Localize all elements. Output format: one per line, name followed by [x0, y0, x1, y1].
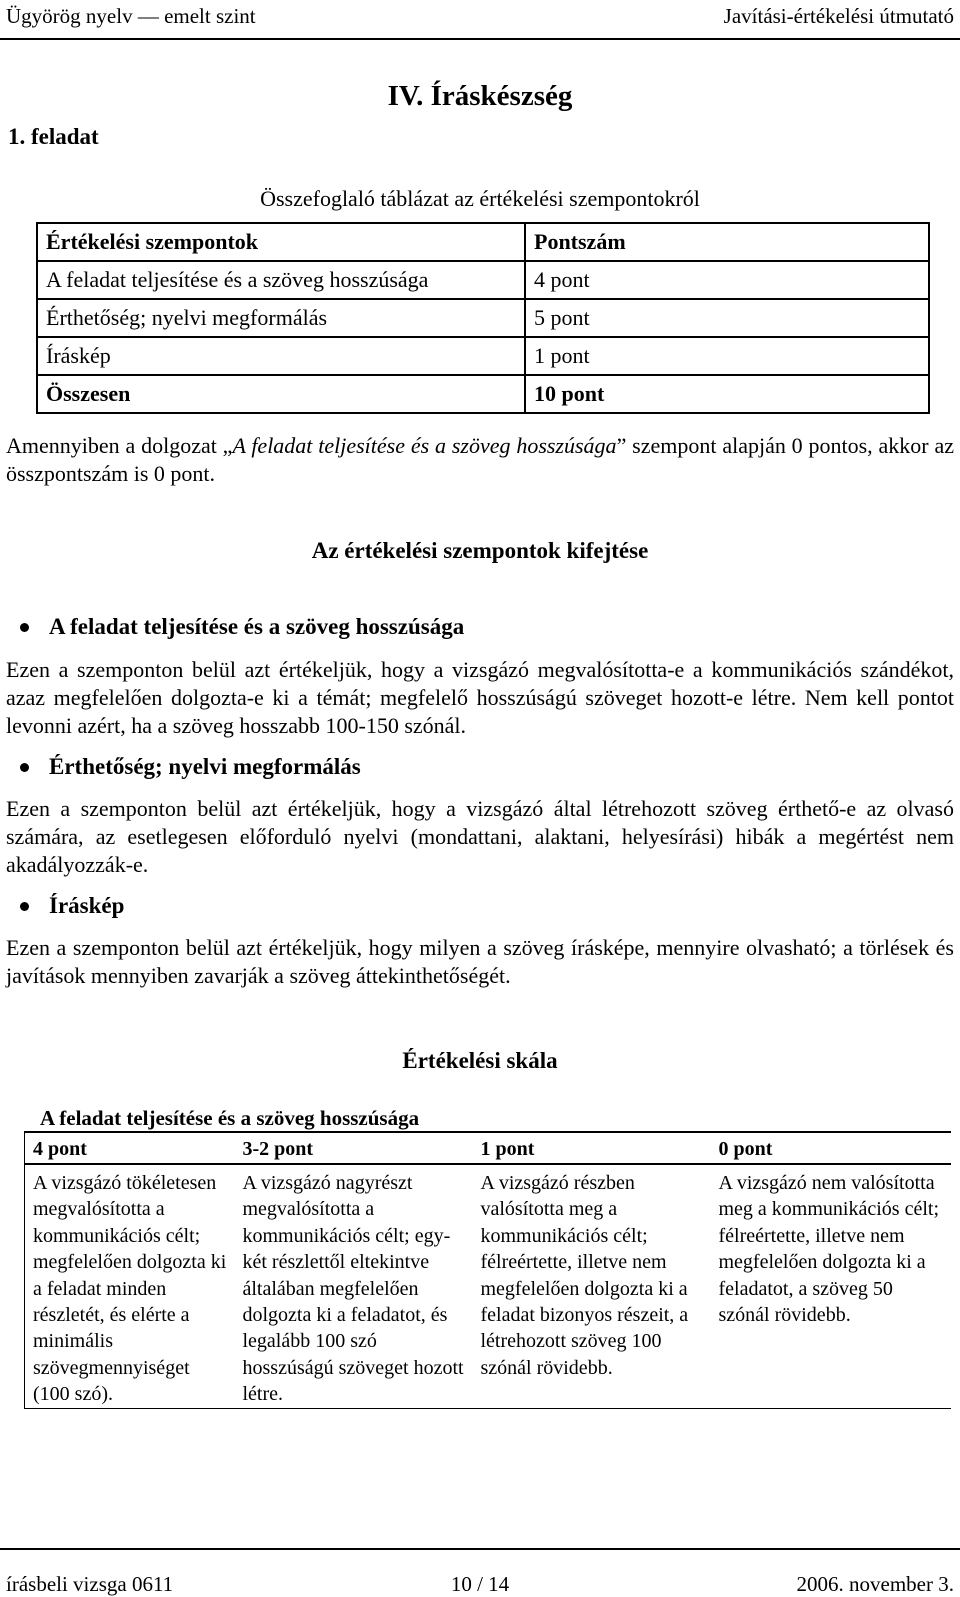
- criterion-description: Ezen a szemponton belül azt értékeljük, hogy a vizsgázó által létrehozott szöveg érthető-e az olvasó számára, az esetlegesen előforduló nyelvi (mondattani, alaktani, helyesírási) hibák a megértést nem akadályozzák-e.: [6, 796, 954, 877]
- points-cell: 1 pont: [525, 337, 929, 375]
- scale-cell-1: A vizsgázó részben valósította meg a kommunikációs célt; félreértette, illetve nem megfelelően dolgozta ki a feladat bizonyos részeit, a létrehozott szöveg 100 szónál rövidebb.: [473, 1164, 711, 1408]
- criterion-description: Ezen a szemponton belül azt értékeljük, hogy a vizsgázó megvalósította-e a kommunikációs szándékot, azaz megfelelően dolgozta-e ki a témát; megfelelő hosszúságú szöveget hozott-e létre. Nem kell pontot levonni azért, ha a szöveg hosszabb 100-150 szónál.: [6, 657, 954, 738]
- scale-header-row: [25, 1132, 951, 1164]
- scale-col-1: 1 pont: [473, 1132, 711, 1164]
- scale-col-0: 0 pont: [711, 1132, 951, 1164]
- footer-date: 2006. november 3.: [796, 1572, 954, 1596]
- page-footer: [0, 1548, 960, 1596]
- page-header: [0, 4, 960, 40]
- points-cell: 5 pont: [525, 299, 929, 337]
- criterion-cell: A feladat teljesítése és a szöveg hosszúsága: [37, 261, 525, 299]
- section-title: IV. Íráskészség: [387, 80, 573, 112]
- criterion-heading: [6, 614, 464, 640]
- points-cell: 4 pont: [525, 261, 929, 299]
- scale-cell-0: A vizsgázó nem valósította meg a kommunikációs célt; félreértette, illetve nem megfelelően dolgozta ki a feladatot, a szöveg 50 szónál rövidebb.: [711, 1164, 951, 1408]
- criterion-heading-text: Íráskép: [49, 893, 125, 918]
- scale-col-3-2: 3-2 pont: [235, 1132, 473, 1164]
- scale-descriptor-row: [25, 1164, 951, 1408]
- criteria-title: Az értékelési szempontok kifejtése: [311, 538, 649, 563]
- bullet-icon: [20, 623, 29, 632]
- total-points: 10 pont: [525, 375, 929, 413]
- summary-header-criteria: Értékelési szempontok: [37, 223, 525, 261]
- footer-page-number: 10 / 14: [450, 1572, 510, 1596]
- summary-header-points: Pontszám: [525, 223, 929, 261]
- scale-title: Értékelési skála: [402, 1048, 558, 1073]
- footer-exam-code: írásbeli vizsga 0611: [6, 1572, 174, 1596]
- scale-table: [24, 1131, 951, 1409]
- criterion-heading-text: Érthetőség; nyelvi megformálás: [49, 754, 361, 779]
- scale-subtitle: A feladat teljesítése és a szöveg hosszúsága: [40, 1106, 420, 1130]
- header-right: Javítási-értékelési útmutató: [723, 4, 954, 28]
- table-row: [37, 299, 929, 337]
- task-label: 1. feladat: [8, 124, 99, 149]
- total-label: Összesen: [37, 375, 525, 413]
- note-after: ” szempont alapján 0 pontos, akkor az összpontszám is 0 pont.: [6, 433, 954, 486]
- bullet-icon: [20, 902, 29, 911]
- table-row: [37, 261, 929, 299]
- note-before: Amennyiben a dolgozat „: [6, 433, 233, 458]
- summary-table-caption: Összefoglaló táblázat az értékelési szempontokról: [260, 186, 700, 211]
- zero-points-note: [6, 432, 954, 488]
- note-italic: A feladat teljesítése és a szöveg hosszúsága: [232, 433, 617, 458]
- summary-table-header: [37, 223, 929, 261]
- table-row: [37, 337, 929, 375]
- criterion-heading: [6, 893, 124, 919]
- bullet-icon: [20, 763, 29, 772]
- header-left: Ügyörög nyelv — emelt szint: [6, 4, 256, 28]
- criterion-heading: [6, 754, 361, 780]
- summary-table: [36, 222, 930, 414]
- summary-total-row: [37, 375, 929, 413]
- criterion-cell: Íráskép: [37, 337, 525, 375]
- scale-cell-3-2: A vizsgázó nagyrészt megvalósította a kommunikációs célt; egy-két részlettől eltekintve általában megfelelően dolgozta ki a feladatot, és legalább 100 szó hosszúságú szöveget hozott létre.: [235, 1164, 473, 1408]
- criterion-cell: Érthetőség; nyelvi megformálás: [37, 299, 525, 337]
- scale-col-4: 4 pont: [25, 1132, 235, 1164]
- scale-cell-4: A vizsgázó tökéletesen megvalósította a kommunikációs célt; megfelelően dolgozta ki a feladat minden részletét, és elérte a minimális szövegmennyiséget (100 szó).: [25, 1164, 235, 1408]
- criterion-heading-text: A feladat teljesítése és a szöveg hosszúsága: [49, 614, 465, 639]
- criterion-description: Ezen a szemponton belül azt értékeljük, hogy milyen a szöveg írásképe, mennyire olvasható; a törlések és javítások mennyiben zavarják a szöveg áttekinthetőségét.: [6, 935, 954, 988]
